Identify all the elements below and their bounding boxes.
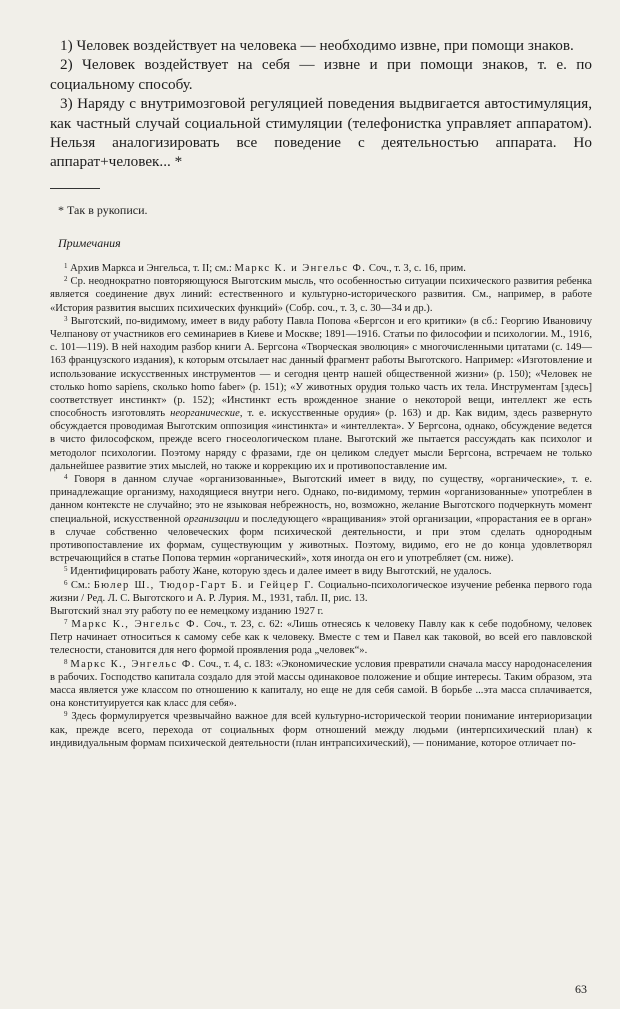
notes-title: Примечания [58, 236, 121, 250]
paragraph-3: 3) Наряду с внутримозговой регуляцией поведения выдвигается автостимуляция, как частный случай социальной стимуляции (телефонистка управляет аппаратом). Нельзя аналогизировать все поведение с деятельностью аппарата. Но аппарат+человек... * [50, 95, 592, 171]
note-9: $^9$ Здесь формулируется чрезвычайно важное для всей культурно-исторической теории понимание интериоризации как, прежде всего, перехода от социальных форм отношений между людьми (интерпсихический план) к индивидуальным формам психической деятельности (план интрапсихический), — понимание, которое отличает по- [50, 710, 592, 749]
note-number: 9 [64, 710, 68, 719]
note-number: 7 [64, 618, 68, 627]
author-names: Маркс К. и Энгельс Ф. [234, 263, 367, 274]
note-number: 6 [64, 578, 68, 587]
note-number: 2 [64, 275, 68, 284]
notes-section [50, 262, 592, 750]
note-7: $^7$ Маркс К., Энгельс Ф. Соч., т. 23, с. 62: «Лишь отнесясь к человеку Павлу как к себе подобному, человек Петр начинает относиться к самому себе как к человеку. Вместе с тем и Павел как таковой, во всей его павловской телесности, становится для него формой проявления рода „человек“». [50, 618, 592, 657]
note-6-continuation: Выготский знал эту работу по ее немецкому изданию 1927 г. [50, 605, 324, 617]
main-text [50, 36, 592, 172]
author-names: Маркс К., Энгельс Ф. [70, 658, 196, 670]
page-number: 63 [575, 982, 587, 996]
note-6: $^6$ См.: Бюлер Ш., Тюдор-Гарт Б. и Гейцер Г. Социально-психологическое изучение ребенка первого года жизни / Ред. Л. С. Выготского и А. Р. Лурия. М., 1931, табл. II, рис. 13. [50, 578, 592, 604]
footnote: * Так в рукописи. [58, 203, 148, 217]
note-number: 1 [64, 262, 68, 270]
note-8: $^8$ Маркс К., Энгельс Ф. Соч., т. 4, с. 183: «Экономические условия превратили сначала массу народонаселения в рабочих. Господство капитала создало для этой массы одинаковое положение и общие интересы. Таким образом, эта масса является уже классом по отношению к капиталу, но еще не для себя самой. В борьбе ...эта масса сплачивается, она конституируется как класс для себя». [50, 657, 592, 710]
note-3: $^3$ Выготский, по-видимому, имеет в виду работу Павла Попова «Бергсон и его критики» (в сб.: Георгию Ивановичу Челпанову от участников его семинариев в Киеве и Москве; 1891—1916. Статьи по философии и психологии. М., 1916, с. 101—119). В ней находим разбор книги А. Бергсона «Творческая эволюция» с многочисленными цитатами (с. 149—163 французского издания), к которым отсылает нас данный фрагмент работы Выготского. Например: «Изготовление и использование искусственных инструментов — и сегодня центр нашей общественной жизни» (р. 150); «Человек не столько homo sapiens, сколько homo faber» (р. 151); «У животных орудия только часть их тела. Инструментам [здесь] соответствует инстинкт» (р. 152); «Инстинкт есть врожденное знание о некоторой вещи, интеллект же есть способность изготовлять неорганические, т. е. искусственные орудия» (р. 163) и др. Как видим, здесь развернуто обсуждается проводимая Выготским оппозиция «инстинкта» и «интеллекта». У Бергсона, однако, обсуждение ведется в чисто философском, прежде всего гносеологическом плане. Выготский же пытается рассуждать как психолог и методолог психологии. Поэтому наряду с фразами, где он целиком следует мысли Бергсона, встречаем не только дальнейшее развитие этих мыслей, но также и коррекцию их и противопоставление им. [50, 314, 592, 472]
paragraph-2: 2) Человек воздействует на себя — извне и при помощи знаков, т. е. по социальному способу. [50, 56, 592, 93]
note-5: $^5$ Идентифицировать работу Жане, которую здесь и далее имеет в виду Выготский, не удалось. [64, 565, 492, 578]
note-number: 3 [64, 314, 68, 323]
note-4: $^4$ Говоря в данном случае «организованные», Выготский имеет в виду, по существу, «органические», т. е. принадлежащие организму, находящиеся внутри него. Однако, по-видимому, термин «организованные» употреблен в данном контексте не случайно; это не языковая небрежность, но, возможно, желание Выготского подчеркнуть момент специальной, искусственной организации и последующего «вращивания» этой организации, «прорастания ее в орган» в случае собственно человеческих форм психической деятельности, и при этом сделать однородным противопоставление их формам, существующим у животных. Поэтому, видимо, его не до конца удовлетворял встречающийся в статье Попова термин «органический», хотя иногда он его и употребляет (см. ниже). [50, 473, 592, 565]
note-1: $^1$ Архив Маркса и Энгельса, т. II; см.: Маркс К. и Энгельс Ф. Соч., т. 3, с. 16, прим. [64, 262, 466, 274]
note-2: $^2$ Ср. неоднократно повторяющуюся Выготским мысль, что особенностью ситуации психического развития ребенка является соединение двух линий: естественного и культурно-исторического развития. См., например, в работе «История развития высших психических функций» (Собр. соч., т. 3, с. 30—34 и др.). [50, 275, 592, 314]
paragraph-1: 1) Человек воздействует на человека — необходимо извне, при помощи знаков. [60, 37, 574, 54]
note-number: 5 [64, 565, 68, 574]
author-names: Бюлер Ш., Тюдор-Гарт Б. и Гейцер Г. [93, 579, 315, 591]
footnote-divider [50, 188, 100, 189]
author-names: Маркс К., Энгельс Ф. [71, 619, 200, 631]
note-number: 4 [64, 473, 68, 481]
note-number: 8 [64, 657, 68, 666]
